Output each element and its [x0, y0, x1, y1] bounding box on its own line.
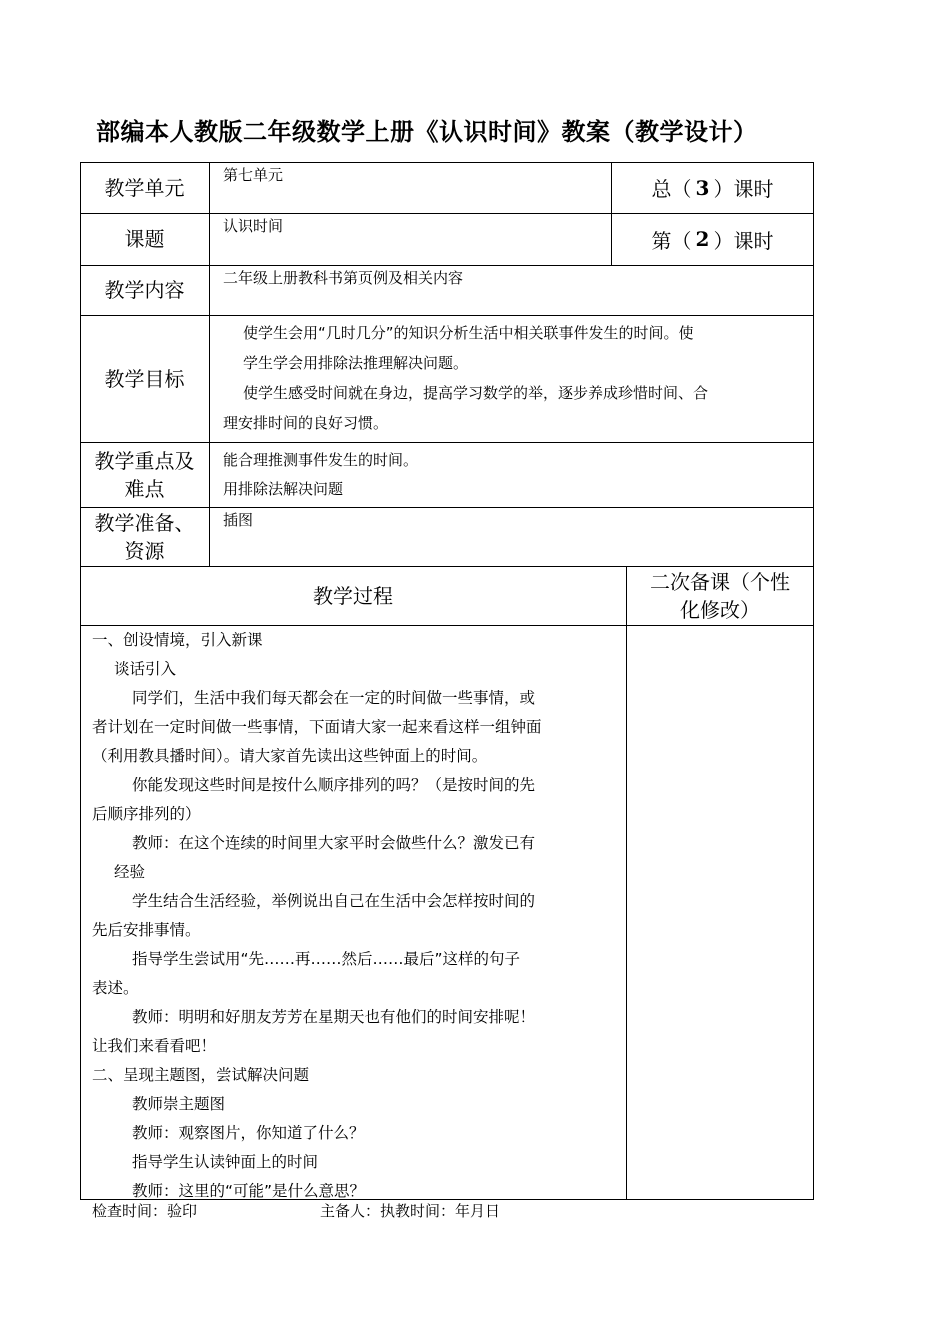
goals-line: 学生学会用排除法推理解决问题。	[243, 354, 469, 372]
resources-label-line: 教学准备、	[94, 510, 195, 535]
lesson-number-prefix: 第（	[651, 228, 692, 253]
keypoints-label-line: 教学重点及	[94, 448, 195, 473]
process-line: （利用教具播时间）。请大家首先读出这些钟面上的时间。	[92, 747, 488, 765]
topic-label: 课题	[124, 227, 165, 251]
resources-label	[80, 507, 209, 566]
keypoint-line: 用排除法解决问题	[223, 480, 344, 498]
keypoints-label-line: 难点	[124, 476, 165, 501]
total-hours-prefix: 总（	[651, 177, 692, 201]
process-line: 指导学生尝试用“先……再……然后……最后”这样的句子	[132, 950, 521, 968]
lesson-number-value: 2	[695, 227, 710, 251]
revision-notes-cell	[627, 626, 813, 1199]
total-hours-suffix: ）课时	[713, 177, 774, 201]
process-line: 学生结合生活经验，举例说出自己在生活中会怎样按时间的	[132, 892, 536, 910]
process-line: 教师：观察图片，你知道了什么？	[132, 1124, 365, 1142]
keypoint-line: 能合理推测事件发生的时间。	[223, 451, 419, 469]
revision-header-line: 二次备课（个性	[650, 569, 790, 594]
process-line: 指导学生认读钟面上的时间	[132, 1153, 319, 1171]
content-label: 教学内容	[104, 278, 185, 302]
resources-label-line: 资源	[124, 538, 165, 563]
process-line: 先后安排事情。	[92, 921, 201, 939]
process-line: 经验	[114, 863, 146, 881]
revision-header	[626, 566, 814, 625]
footer-preparer: 主备人：执教时间：年月日	[320, 1202, 501, 1220]
content-value: 二年级上册教科书第页例及相关内容	[223, 269, 464, 287]
total-hours-number: 3	[695, 175, 710, 200]
process-line: 后顺序排列的）	[92, 805, 201, 823]
process-line: 教师：在这个连续的时间里大家平时会做些什么？激发已有	[132, 834, 536, 852]
section-heading: 二、呈现主题图，尝试解决问题	[92, 1066, 310, 1084]
total-hours	[611, 162, 814, 213]
resources-value: 插图	[223, 511, 254, 529]
keypoints-label	[80, 442, 209, 507]
process-line: 同学们，生活中我们每天都会在一定的时间做一些事情，或	[132, 689, 536, 707]
process-line: 让我们来看看吧！	[92, 1037, 217, 1055]
lesson-number	[611, 213, 814, 265]
process-line: 者计划在一定时间做一些事情，下面请大家一起来看这样一组钟面	[92, 718, 542, 736]
process-line: 表述。	[92, 979, 139, 997]
table-border-right	[813, 162, 814, 1200]
footer-check-time: 检查时间：验印	[92, 1202, 198, 1220]
process-line: 教师崇主题图	[132, 1095, 226, 1113]
process-body	[92, 626, 622, 1199]
revision-header-line: 化修改）	[680, 597, 760, 622]
page-title: 部编本人教版二年级数学上册《认识时间》教案（教学设计）	[96, 118, 758, 146]
lesson-number-suffix: ）课时	[713, 228, 774, 253]
process-line: 你能发现这些时间是按什么顺序排列的吗？（是按时间的先	[132, 776, 536, 794]
goals-line: 使学生感受时间就在身边，提高学习数学的举，逐步养成珍惜时间、合	[243, 384, 709, 402]
keypoints-text	[223, 446, 813, 506]
topic-value: 认识时间	[223, 217, 284, 235]
goals-text	[223, 318, 813, 442]
process-header: 教学过程	[313, 583, 393, 608]
unit-value: 第七单元	[223, 166, 284, 184]
lesson-plan-table	[80, 162, 814, 1200]
process-line: 教师：这里的“可能”是什么意思？	[132, 1182, 366, 1199]
process-line: 谈话引入	[114, 660, 177, 678]
goals-line: 使学生会用“几时几分”的知识分析生活中相关联事件发生的时间。使	[243, 324, 694, 342]
unit-label: 教学单元	[104, 175, 185, 200]
goals-label: 教学目标	[104, 366, 185, 391]
goals-line: 理安排时间的良好习惯。	[223, 414, 389, 432]
section-heading: 一、创设情境，引入新课	[92, 631, 263, 649]
process-line: 教师：明明和好朋友芳芳在星期天也有他们的时间安排呢！	[132, 1008, 536, 1026]
